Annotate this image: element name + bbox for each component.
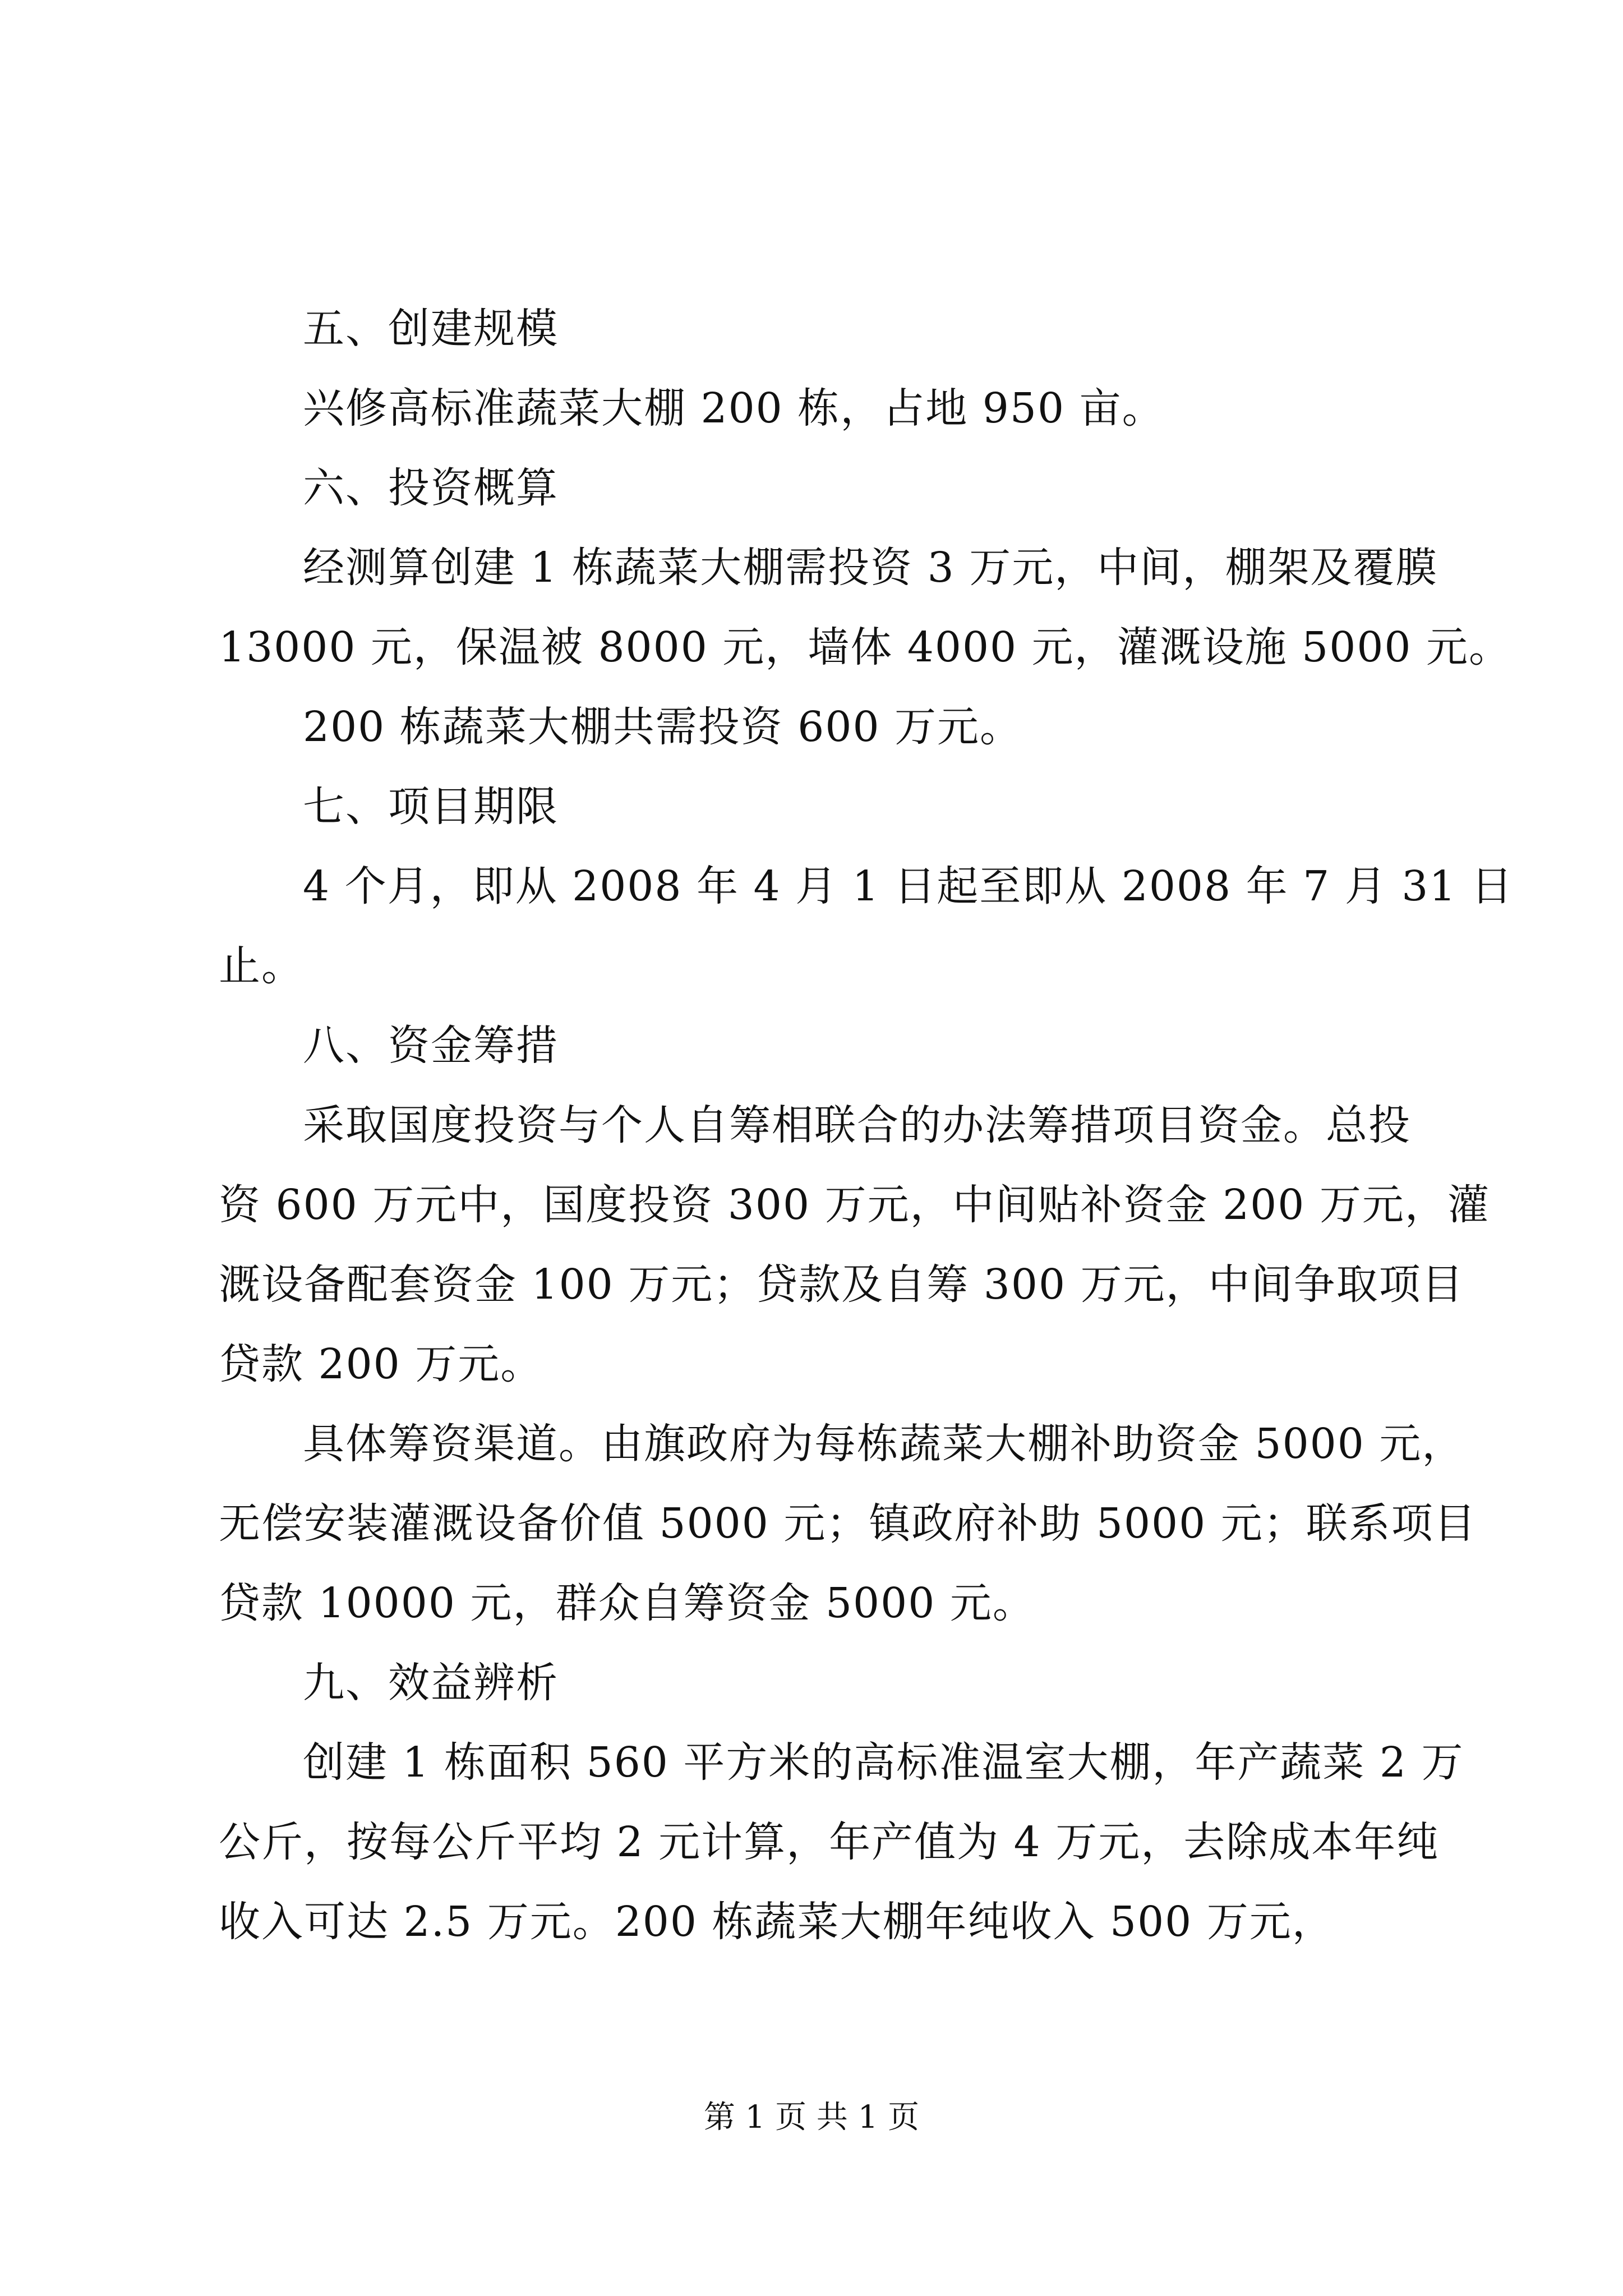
heading-scale: 五、创建规模 (303, 305, 559, 353)
heading-benefit: 九、效益辨析 (303, 1659, 559, 1707)
page-footer: 第 1 页 共 1 页 (703, 2099, 920, 2136)
paragraph-line: 贷款 200 万元。 (219, 1340, 543, 1388)
paragraph-line: 公斤，按每公斤平均 2 元计算，年产值为 4 万元，去除成本年纯 (219, 1818, 1440, 1866)
heading-term: 七、项目期限 (303, 783, 559, 831)
paragraph-line: 收入可达 2.5 万元。200 栋蔬菜大棚年纯收入 500 万元， (219, 1898, 1335, 1946)
paragraph-line: 13000 元，保温被 8000 元，墙体 4000 元，灌溉设施 5000 元。 (219, 623, 1512, 671)
paragraph-line: 止。 (219, 942, 304, 990)
paragraph-line: 创建 1 栋面积 560 平方米的高标准温室大棚，年产蔬菜 2 万 (303, 1738, 1464, 1787)
paragraph-line: 具体筹资渠道。由旗政府为每栋蔬菜大棚补助资金 5000 元， (303, 1420, 1465, 1468)
heading-funding: 八、资金筹措 (303, 1022, 559, 1070)
heading-investment: 六、投资概算 (303, 464, 559, 512)
paragraph-line: 200 栋蔬菜大棚共需投资 600 万元。 (303, 703, 1023, 751)
paragraph-line: 4 个月，即从 2008 年 4 月 1 日起至即从 2008 年 7 月 31 日 (303, 862, 1514, 910)
paragraph-line: 经测算创建 1 栋蔬菜大棚需投资 3 万元，中间，棚架及覆膜 (303, 544, 1438, 592)
paragraph-line: 兴修高标准蔬菜大棚 200 栋，占地 950 亩。 (303, 384, 1165, 432)
paragraph-line: 贷款 10000 元，群众自筹资金 5000 元。 (219, 1579, 1035, 1627)
paragraph-line: 无偿安装灌溉设备价值 5000 元；镇政府补助 5000 元；联系项目 (219, 1499, 1477, 1548)
paragraph-line: 溉设备配套资金 100 万元；贷款及自筹 300 万元，中间争取项目 (219, 1260, 1464, 1309)
paragraph-line: 采取国度投资与个人自筹相联合的办法筹措项目资金。总投 (303, 1101, 1411, 1149)
document-body (219, 289, 1514, 1962)
paragraph-line: 资 600 万元中，国度投资 300 万元，中间贴补资金 200 万元，灌 (219, 1181, 1490, 1229)
